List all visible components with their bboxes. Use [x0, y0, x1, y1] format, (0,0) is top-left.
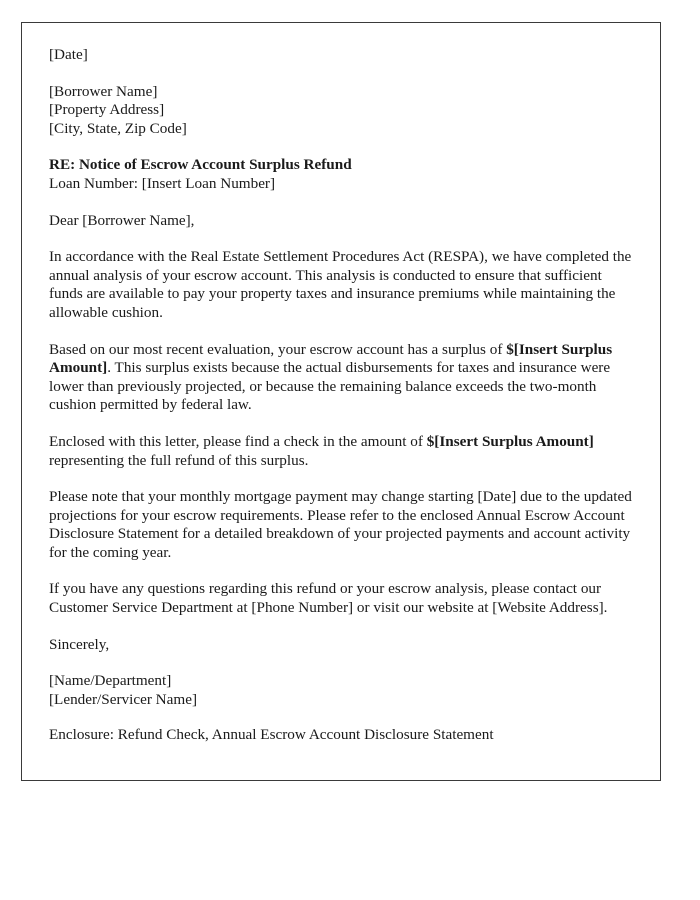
salutation: Dear [Borrower Name],: [49, 211, 195, 229]
recipient-name: [Borrower Name]: [49, 82, 158, 100]
loan-number-line: Loan Number: [Insert Loan Number]: [49, 174, 276, 192]
spacer: [49, 562, 633, 580]
spacer: [49, 709, 633, 726]
paragraph-contact-information: If you have any questions regarding this refund or your escrow analysis, please contact our Customer Service Department at [Phone Number] or visit our website at [Website Address].: [49, 580, 608, 617]
spacer: [49, 323, 633, 341]
paragraph-enclosed-check: [49, 433, 633, 470]
spacer: [49, 618, 633, 636]
recipient-property-address: [Property Address]: [49, 101, 165, 119]
re-line: RE: Notice of Escrow Account Surplus Refund: [49, 156, 352, 174]
spacer: [49, 654, 633, 672]
spacer: [49, 65, 633, 83]
enclosure-line: Enclosure: Refund Check, Annual Escrow Account Disclosure Statement: [49, 726, 494, 744]
spacer: [49, 194, 633, 212]
date-line: [Date]: [49, 46, 88, 63]
spacer: [49, 470, 633, 488]
paragraph-payment-change-notice: Please note that your monthly mortgage payment may change starting [Date] due to the updated projections for your escrow requirements. Please refer to the enclosed Annual Escrow Account Disclosure Statement for a detailed breakdown of your projected payments and account activity for the coming year.: [49, 488, 632, 561]
signature-lender-servicer: [Lender/Servicer Name]: [49, 690, 197, 708]
subject-block: [49, 156, 633, 193]
check-amount-emphasis: $[Insert Surplus Amount]: [426, 432, 594, 450]
letter-content: [49, 46, 633, 745]
paragraph-respa-analysis: In accordance with the Real Estate Settlement Procedures Act (RESPA), we have completed the annual analysis of your escrow account. This analysis is conducted to ensure that sufficient funds are available to pay your property taxes and insurance premiums while maintaining the allowable cushion.: [49, 248, 632, 321]
check-lead-text: Enclosed with this letter, please find a check in the amount of: [49, 432, 427, 450]
closing-salutation: Sincerely,: [49, 635, 110, 653]
signature-block: [49, 672, 633, 709]
recipient-city-state-zip: [City, State, Zip Code]: [49, 119, 187, 137]
spacer: [49, 138, 633, 156]
recipient-address-block: [49, 83, 633, 139]
spacer: [49, 230, 633, 248]
letter-page: [21, 22, 661, 781]
spacer: [49, 415, 633, 433]
signature-name-department: [Name/Department]: [49, 672, 172, 690]
surplus-tail-text: . This surplus exists because the actual disbursements for taxes and insurance were lower than previously projected, or because the remaining balance exceeds the two-month cushion permitted by federal law.: [49, 359, 611, 414]
surplus-lead-text: Based on our most recent evaluation, your escrow account has a surplus of: [49, 340, 507, 358]
paragraph-surplus-explanation: [49, 341, 633, 415]
surplus-amount-emphasis: $[Insert Surplus Amount]: [49, 340, 613, 377]
check-tail-text: representing the full refund of this surplus.: [49, 451, 309, 469]
